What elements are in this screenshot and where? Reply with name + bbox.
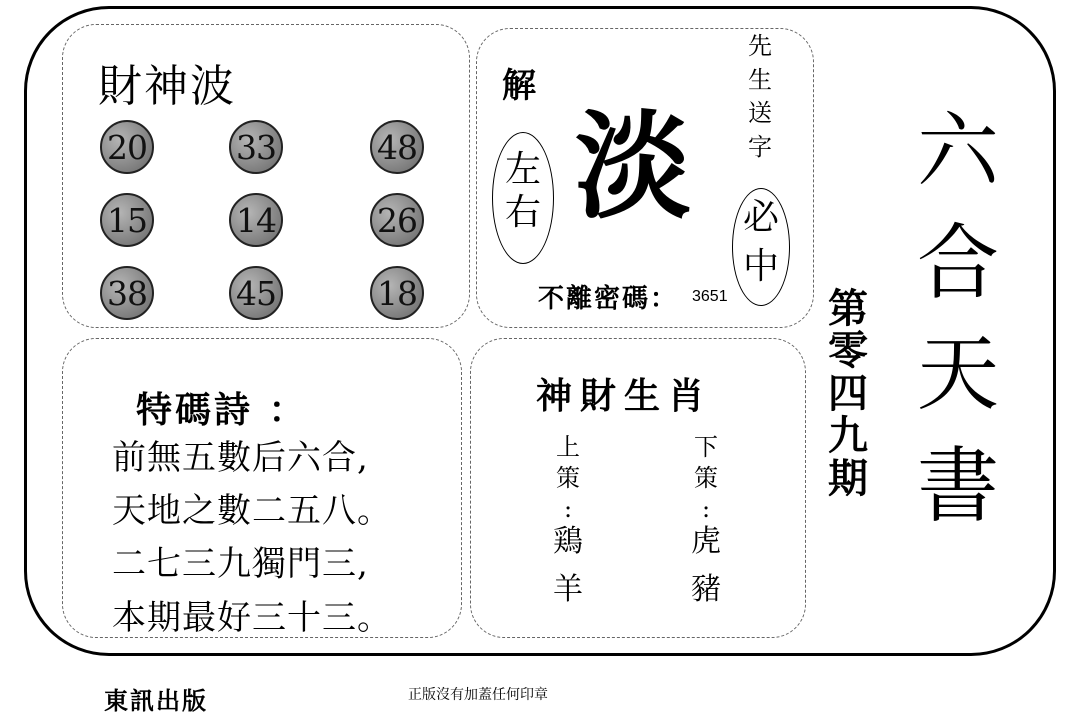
number-ball: 20 [100,120,154,174]
number-ball: 14 [229,193,283,247]
number-ball: 26 [370,193,424,247]
upper-strategy-char: : [563,495,573,524]
issue-char: 九 [828,413,868,460]
left-oval-text [496,148,550,234]
zodiac-animal: 豬 [691,572,721,607]
left-oval-char: 左 [504,149,541,190]
zodiac-animal: 羊 [553,572,583,607]
zodiac-animal: 鶏 [553,524,583,559]
teacher-word-char: 先 [748,32,772,60]
main-title [902,96,1014,542]
fortune-title: 財神波 [98,61,236,112]
lower-strategy-label [688,432,724,526]
main-title-char: 六 [916,104,999,199]
right-oval-text [734,196,788,288]
issue-char: 期 [828,455,868,502]
upper-strategy-label [550,432,586,526]
number-ball: 38 [100,266,154,320]
no-leave-code-label: 不離密碼： [538,284,679,314]
upper-strategy-char: 策 [556,464,580,493]
teacher-word-char: 送 [748,99,772,128]
lower-strategy-animals [684,518,728,614]
key-character: 淡 [575,100,691,235]
poem-line: 本期最好三十三。 [112,598,392,638]
main-title-char: 天 [916,327,999,423]
lower-strategy-char: 下 [694,433,718,461]
poem-line: 天地之數二五八。 [112,491,392,531]
main-title-char: 書 [916,438,999,534]
no-leave-code-value: 3651 [692,288,728,305]
poem-line: 二七三九獨門三, [112,544,369,584]
number-ball: 15 [100,193,154,247]
solve-label: 解 [502,66,536,106]
poem-title: 特碼詩 ： [136,389,308,431]
issue-label [822,288,874,500]
upper-strategy-char: 上 [556,433,580,461]
zodiac-title: 神財生肖 [536,375,713,417]
right-oval-char: 必 [742,197,779,238]
upper-strategy-animals [546,518,590,614]
teacher-word-char: 字 [748,132,772,161]
lower-strategy-char: 策 [694,464,718,493]
issue-char: 第 [828,286,868,332]
publisher-label: 東訊出版 [104,686,208,715]
zodiac-animal: 虎 [691,524,721,559]
number-ball: 33 [229,120,283,174]
main-title-char: 合 [916,215,999,311]
issue-char: 四 [828,370,868,417]
number-ball: 45 [229,266,283,320]
teacher-word-char: 生 [748,65,772,94]
issue-char: 零 [828,328,868,375]
number-ball: 18 [370,266,424,320]
teacher-word-text [742,30,778,164]
number-ball: 48 [370,120,424,174]
lower-strategy-char: : [701,495,711,524]
right-oval-char: 中 [742,246,779,288]
poem-line: 前無五數后六合, [112,438,369,478]
authenticity-note: 正版沒有加蓋任何印章 [408,686,548,702]
left-oval-char: 右 [504,192,541,234]
